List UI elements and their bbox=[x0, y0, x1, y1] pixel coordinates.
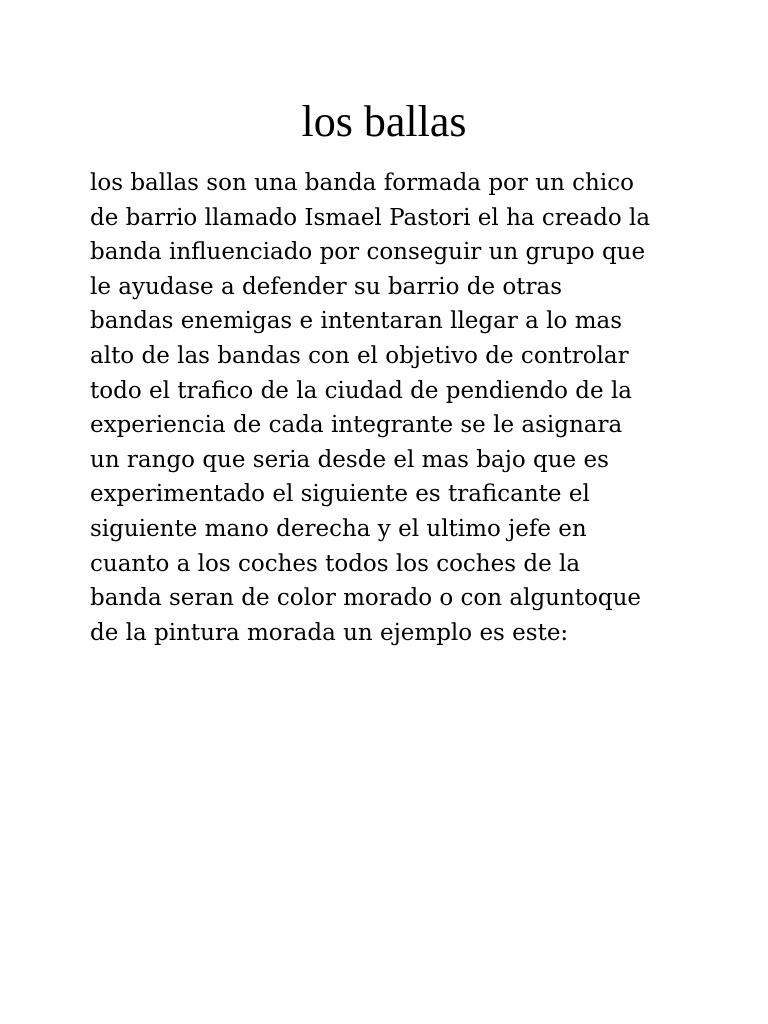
body-line: experiencia de cada integrante se le asignara bbox=[90, 412, 623, 439]
body-line: experimentado el siguiente es traficante el bbox=[90, 481, 590, 508]
body-line: los ballas son una banda formada por un chico bbox=[90, 170, 634, 196]
body-line: alto de las bandas con el objetivo de controlar bbox=[90, 342, 629, 369]
body-line: banda influenciado por conseguir un grupo que bbox=[90, 239, 646, 266]
body-line: todo el trafico de la ciudad de pendiendo de la bbox=[90, 377, 633, 404]
document-title: los ballas bbox=[301, 97, 467, 146]
body-line: le ayudase a defender su barrio de otras bbox=[90, 273, 563, 300]
document-body bbox=[90, 166, 690, 650]
body-line: bandas enemigas e intentaran llegar a lo mas bbox=[90, 308, 623, 335]
body-line: siguiente mano derecha y el ultimo jefe en bbox=[90, 515, 587, 542]
body-line: de la pintura morada un ejemplo es este: bbox=[90, 619, 569, 646]
body-line: de barrio llamado Ismael Pastori el ha creado la bbox=[90, 204, 651, 231]
body-line: cuanto a los coches todos los coches de la bbox=[90, 550, 581, 577]
body-line: un rango que seria desde el mas bajo que es bbox=[90, 446, 609, 473]
body-line: banda seran de color morado o con alguntoque bbox=[90, 585, 642, 612]
